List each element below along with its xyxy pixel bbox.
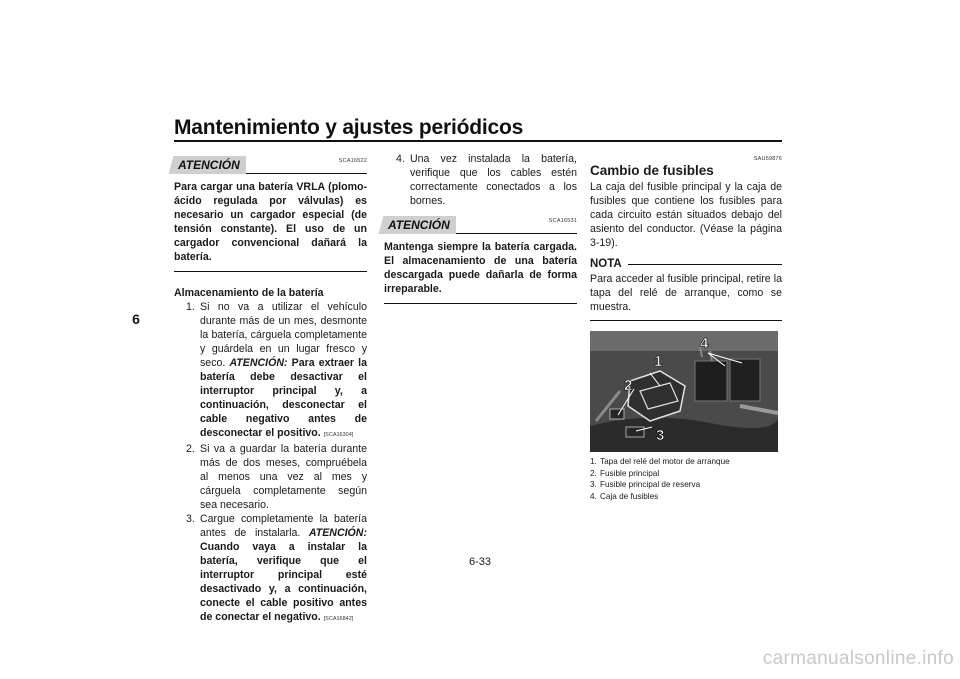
list-item bbox=[590, 491, 782, 503]
watermark: carmanualsonline.info bbox=[762, 648, 954, 669]
column-2 bbox=[384, 152, 577, 304]
battery-storage-heading: Almacenamiento de la batería bbox=[174, 287, 324, 299]
fuse-box-photo bbox=[590, 331, 778, 452]
list-item bbox=[174, 442, 367, 512]
section-code-row bbox=[590, 152, 782, 162]
figure-callout: 3 bbox=[656, 427, 665, 444]
list-item bbox=[174, 300, 367, 442]
legend-text: Tapa del relé del motor de arranque bbox=[600, 457, 730, 466]
step-text bbox=[200, 300, 367, 442]
step-number: 4. bbox=[396, 153, 405, 165]
warning-end-rule bbox=[174, 271, 367, 272]
legend-number: 2. bbox=[590, 468, 597, 478]
step-plain-text: Si no va a utilizar el vehículo durante más de un mes, desmonte la batería, cárguela completamente y guárdela en un lugar fresco y seco. bbox=[200, 301, 367, 369]
figure-legend bbox=[590, 456, 782, 502]
warning-end-rule bbox=[384, 303, 577, 304]
step-code: [SCA16842] bbox=[323, 616, 354, 622]
list-item bbox=[590, 479, 782, 491]
legend-text: Fusible principal bbox=[600, 468, 660, 478]
step-number: 1. bbox=[186, 301, 195, 313]
list-item bbox=[174, 512, 367, 626]
warning-code: SCA16531 bbox=[548, 218, 577, 224]
nota-label: NOTA bbox=[590, 258, 622, 270]
warning-code: SCA16522 bbox=[338, 158, 367, 164]
section-code: SAU59876 bbox=[753, 156, 782, 162]
nota-header bbox=[590, 256, 782, 272]
step-attention-label: ATENCIÓN: bbox=[229, 357, 288, 369]
warning-text: Para cargar una batería VRLA (plomo-ácido regulada por válvulas) es necesario un cargador especial (de tensión constante). El uso de un cargador convencional dañará la batería. bbox=[174, 181, 367, 263]
step-attention-text: Para extraer la batería debe desactivar el interruptor principal y, a continuación, desconectar el cable negativo antes de desconectar el positivo. bbox=[200, 357, 367, 439]
step-text: Una vez instalada la batería, verifique que los cables estén correctamente conectados a los bornes. bbox=[410, 153, 577, 207]
atencion-badge: ATENCIÓN bbox=[384, 216, 456, 234]
list-item bbox=[384, 152, 577, 208]
nota-text: Para acceder al fusible principal, retire la tapa del relé de arranque, como se muestra. bbox=[590, 273, 782, 313]
figure-callout: 1 bbox=[654, 353, 663, 370]
legend-text: Fusible principal de reserva bbox=[600, 480, 701, 489]
warning-header bbox=[384, 212, 577, 236]
warning-rule bbox=[456, 233, 577, 234]
legend-text: Caja de fusibles bbox=[600, 491, 659, 501]
step-code: [SCA16304] bbox=[323, 432, 354, 438]
step-number: 3. bbox=[186, 513, 195, 525]
figure-callout: 2 bbox=[624, 377, 633, 394]
section-title: Cambio de fusibles bbox=[590, 163, 714, 178]
legend-number: 1. bbox=[590, 457, 597, 466]
page-title: Mantenimiento y ajustes periódicos bbox=[174, 116, 524, 139]
step-text bbox=[200, 512, 367, 626]
section-paragraph: La caja del fusible principal y la caja de fusibles que contiene los fusibles para cada circuito están situados debajo del asiento del conductor. (Véase la página 3-19). bbox=[590, 181, 782, 249]
step-number: 2. bbox=[186, 443, 195, 455]
nota-rule bbox=[628, 264, 782, 265]
nota-end-rule bbox=[590, 320, 782, 321]
column-1 bbox=[174, 152, 367, 626]
column-3 bbox=[590, 152, 782, 502]
list-item bbox=[590, 468, 782, 480]
step-text: Si va a guardar la batería durante más de dos meses, compruébela al menos una vez al mes y cárguela completamente según sea necesario. bbox=[200, 443, 367, 511]
step-plain-text: Cargue completamente la batería antes de instalarla. bbox=[200, 513, 367, 539]
legend-number: 3. bbox=[590, 480, 597, 489]
warning-text: Mantenga siempre la batería cargada. El almacenamiento de una batería descargada puede dañarla de forma irreparable. bbox=[384, 241, 577, 295]
warning-header bbox=[174, 152, 367, 176]
legend-number: 4. bbox=[590, 491, 597, 501]
list-item bbox=[590, 456, 782, 468]
atencion-badge: ATENCIÓN bbox=[174, 156, 246, 174]
page-number: 6-33 bbox=[468, 556, 492, 568]
header-rule bbox=[174, 140, 782, 142]
step-attention-label: ATENCIÓN: bbox=[308, 527, 367, 539]
step-attention-text: Cuando vaya a instalar la batería, verifique que el interruptor principal esté desactivado y, a continuación, conecte el cable positivo antes de conectar el negativo. bbox=[200, 541, 367, 623]
figure-callout: 4 bbox=[700, 335, 709, 352]
warning-rule bbox=[246, 173, 367, 174]
fuse-box-illustration bbox=[590, 331, 778, 452]
chapter-tab: 6 bbox=[124, 304, 148, 334]
